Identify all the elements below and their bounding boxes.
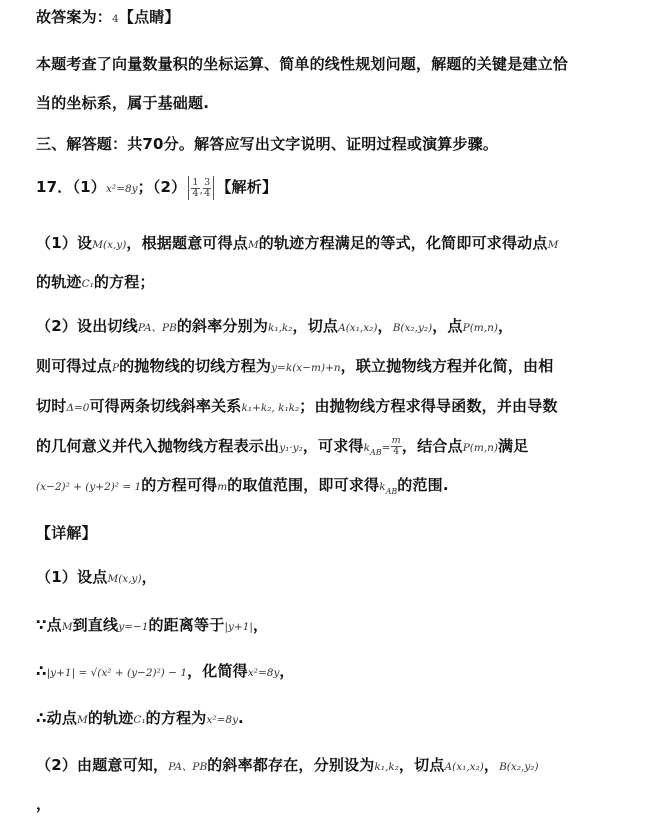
- analysis-2-line-4: 的几何意义并代入抛物线方程表示出y₁·y₂，可求得$k_{AB}=$ $\frac{m}{4}$ ，结合点P(m,n)满足: [36, 435, 529, 457]
- q17-answer-line: [36, 172, 639, 202]
- detail-2-line-2: ，: [36, 795, 52, 813]
- answer-value: 4: [112, 13, 119, 25]
- analysis-1-line-1: （1）设M(x,y)，根据题意可得点M的轨迹方程满足的等式，化简即可求得动点M: [36, 234, 559, 252]
- detail-1-line-4: ∴动点M的轨迹C₁的方程为x²=8y.: [36, 709, 244, 727]
- q17-answer-2: $\frac{1}{4}$ , $\frac{3}{4}$: [188, 176, 214, 200]
- analysis-2-line-5: (x−2)² + (y+2)² = 1的方程可得m的取值范围，即可求得$k_{AB}$的范围.: [36, 476, 449, 496]
- analysis-2-line-1: （2）设出切线PA、PB的斜率分别为k₁,k₂，切点A(x₁,x₂)，B(x₂,y₂)，点P(m,n)，: [36, 317, 514, 335]
- fraction: $\frac{m}{4}$: [391, 435, 401, 457]
- dianjing-heading: 【点睛】: [118, 8, 180, 26]
- dianjing-text-line-1: 本题考查了向量数量积的坐标运算、简单的线性规划问题，解题的关键是建立恰: [36, 55, 569, 73]
- detail-2-line-1: （2）由题意可知，PA、PB的斜率都存在，分别设为k₁,k₂，切点A(x₁,x₂)，B(x₂,y₂): [36, 756, 539, 774]
- jiexi-heading: 【解析】: [216, 178, 278, 196]
- detail-1-line-3: ∴|y+1| = √(x² + (y−2)²) − 1，化简得x²=8y，: [36, 662, 295, 680]
- analysis-2-line-2: 则可得过点P的抛物线的切线方程为y=k(x−m)+n，联立抛物线方程并化简，由相: [36, 357, 554, 375]
- q17-label: 17．（1）: [36, 178, 107, 196]
- analysis-2-line-3: 切时Δ=0可得两条切线斜率关系k₁+k₂, k₁k₂；由抛物线方程求得导函数，并由导数: [36, 397, 558, 415]
- analysis-1-line-2: 的轨迹C₁的方程；: [36, 273, 155, 291]
- fraction: $\frac{1}{4}$: [192, 176, 199, 199]
- detail-1-line-1: （1）设点M(x,y)，: [36, 568, 157, 586]
- section-heading: 三、解答题：共70分。解答应写出文字说明、证明过程或演算步骤。: [36, 135, 499, 153]
- detail-1-line-2: ∵点M到直线y=−1的距离等于|y+1|，: [36, 616, 269, 634]
- q17-part2-label: ；（2）: [137, 178, 187, 196]
- answer-label: 故答案为：: [36, 8, 113, 26]
- xiangjie-heading: 【详解】: [36, 524, 97, 542]
- answer-line: [36, 6, 639, 27]
- q17-answer-1: x²=8y: [106, 183, 138, 195]
- fraction: $\frac{3}{4}$: [204, 176, 211, 199]
- dianjing-text-line-2: 当的坐标系，属于基础题.: [36, 94, 210, 112]
